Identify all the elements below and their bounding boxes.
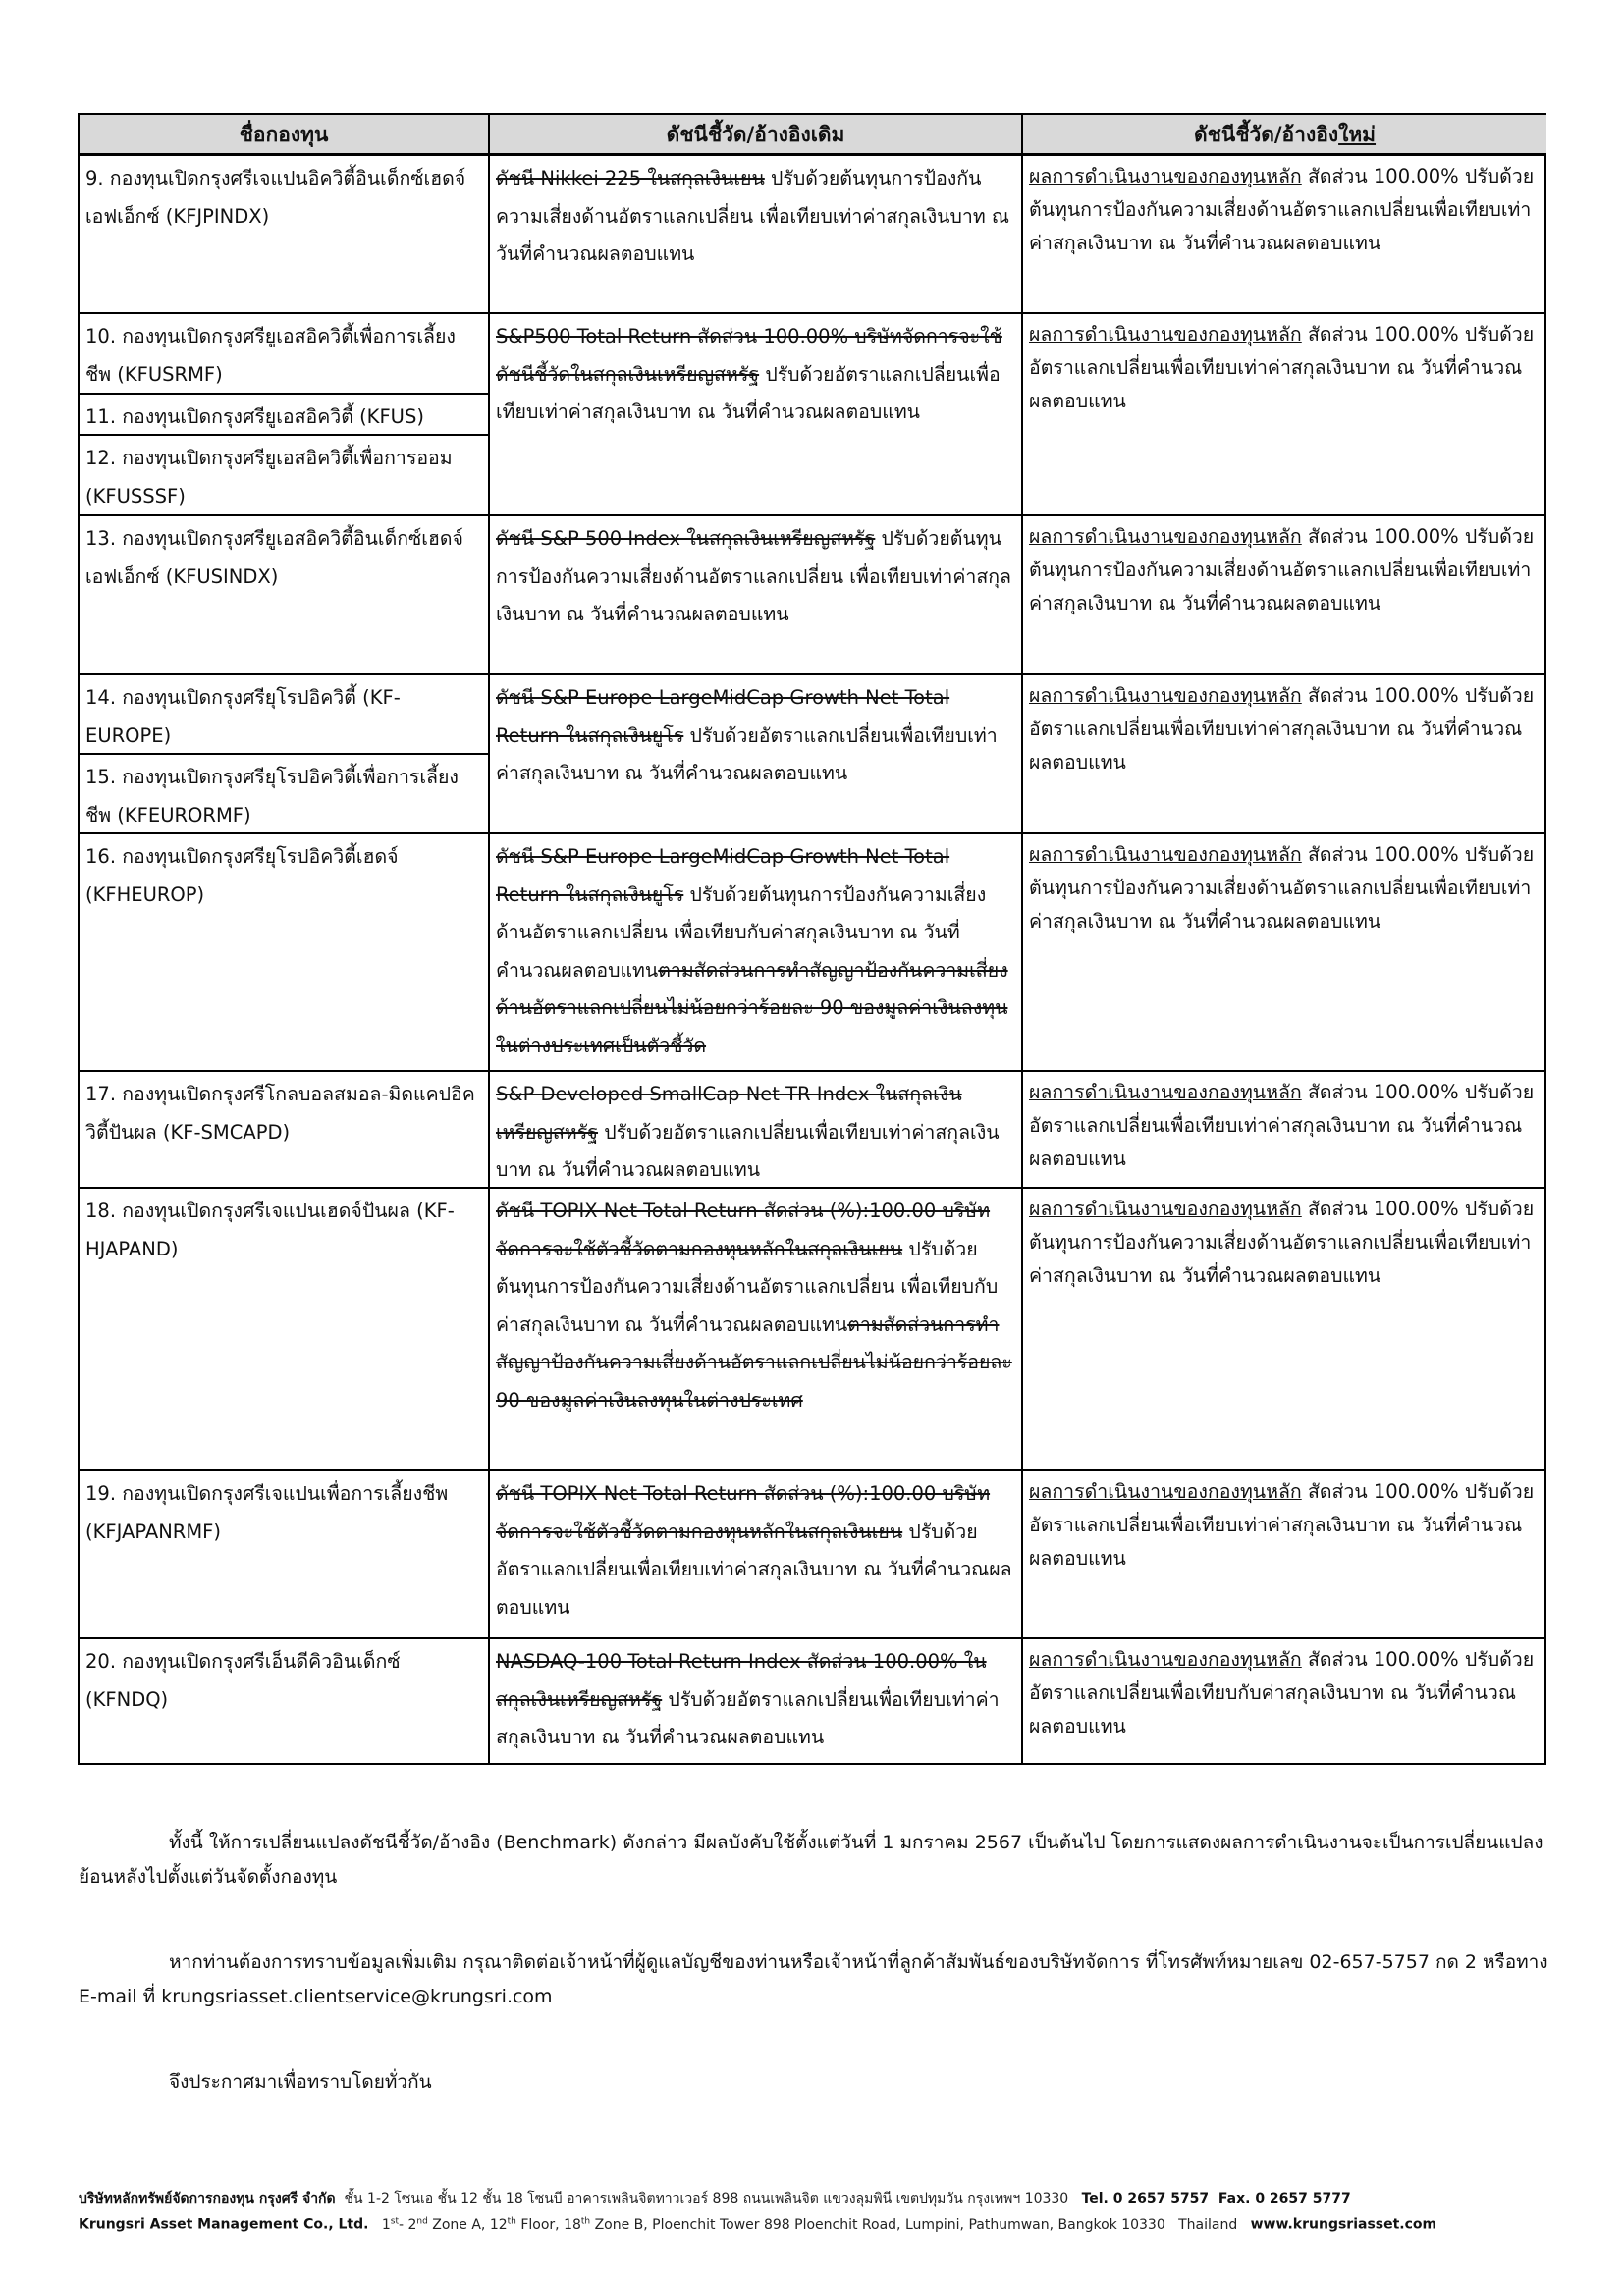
- kept-text: ปรับด้วยต้นทุนการป้องกันความเสี่ยงด้านอัตราแลกเปลี่ยน เพื่อเทียบกับค่าสกุลเงินบาท ณ วันที่คำนวณผลตอบแทน: [496, 882, 987, 982]
- fund-name: 12. กองทุนเปิดกรุงศรียูเอสอิควิตี้เพื่อการออม (KFUSSSF): [85, 447, 453, 507]
- old-benchmark-cell: [490, 516, 1023, 675]
- new-benchmark-text: สัดส่วน 100.00% ปรับด้วยอัตราแลกเปลี่ยนเพื่อเทียบเท่าค่าสกุลเงินบาท ณ วันที่คำนวณผลตอบแทน: [1029, 323, 1535, 412]
- header-fund-name-label: ชื่อกองทุน: [239, 123, 329, 146]
- footer-company-english: Krungsri Asset Management Co., Ltd.: [79, 2216, 369, 2233]
- new-benchmark-text: สัดส่วน 100.00% ปรับด้วยต้นทุนการป้องกันความเสี่ยงด้านอัตราแลกเปลี่ยนเพื่อเทียบเท่าค่าสกุลเงินบาท ณ วันที่คำนวณผลตอบแทน: [1029, 165, 1535, 254]
- kept-text: ปรับด้วยต้นทุนการป้องกันความเสี่ยงด้านอัตราแลกเปลี่ยน เพื่อเทียบกับค่าสกุลเงินบาท ณ วันที่คำนวณผลตอบแทน: [496, 1237, 999, 1336]
- new-benchmark-prefix: ผลการดำเนินงานของกองทุนหลัก: [1029, 1081, 1302, 1103]
- old-benchmark-cell: [490, 834, 1023, 1072]
- closing-paragraph: จึงประกาศมาเพื่อทราบโดยทั่วกัน: [169, 2071, 432, 2093]
- header-fund-name: [80, 115, 490, 156]
- addr-part: Floor, 18: [515, 2216, 581, 2233]
- header-new-benchmark: [1023, 115, 1546, 156]
- new-benchmark-prefix: ผลการดำเนินงานของกองทุนหลัก: [1029, 1198, 1302, 1220]
- fund-name-cell: [80, 1471, 490, 1639]
- new-benchmark-prefix: ผลการดำเนินงานของกองทุนหลัก: [1029, 1480, 1302, 1503]
- addr-part: Zone B, Ploenchit Tower 898 Ploenchit Road, Lumpini, Pathumwan, Bangkok 10330 Thailand: [590, 2216, 1238, 2233]
- footer-tel-fax: Tel. 0 2657 5757 Fax. 0 2657 5777: [1081, 2191, 1351, 2207]
- fund-name-cell: [80, 314, 490, 395]
- old-benchmark-cell: [490, 1189, 1023, 1471]
- fund-name: 18. กองทุนเปิดกรุงศรีเจแปนเฮดจ์ปันผล (KF-HJAPAND): [85, 1200, 455, 1260]
- struck-tail: ตามสัดส่วนการทำสัญญาป้องกันความเสี่ยงด้านอัตราแลกเปลี่ยนไม่น้อยกว่าร้อยละ 90 ของมูลค่าเงินลงทุนในต่างประเทศ: [496, 1312, 1012, 1412]
- new-benchmark-prefix: ผลการดำเนินงานของกองทุนหลัก: [1029, 165, 1302, 187]
- header-old-benchmark: [490, 115, 1023, 156]
- struck-text: ดัชนี S&P 500 Index ในสกุลเงินเหรียญสหรัฐ: [496, 527, 876, 550]
- fund-name-cell: [80, 1639, 490, 1765]
- fund-name: 15. กองทุนเปิดกรุงศรียุโรปอิควิตี้เพื่อการเลี้ยงชีพ (KFEURORMF): [85, 766, 459, 827]
- new-benchmark-text: สัดส่วน 100.00% ปรับด้วยต้นทุนการป้องกันความเสี่ยงด้านอัตราแลกเปลี่ยนเพื่อเทียบเท่าค่าสกุลเงินบาท ณ วันที่คำนวณผลตอบแทน: [1029, 525, 1535, 614]
- kept-text: ปรับด้วยอัตราแลกเปลี่ยนเพื่อเทียบเท่าค่าสกุลเงินบาท ณ วันที่คำนวณผลตอบแทน: [496, 1120, 1000, 1181]
- addr-part: - 2: [398, 2216, 417, 2233]
- old-benchmark-cell: [490, 1072, 1023, 1189]
- fund-name-cell: [80, 156, 490, 314]
- contact-email-link[interactable]: krungsriasset.clientservice@krungsri.com: [161, 1986, 553, 2007]
- struck-text: S&P Developed SmallCap Net TR Index ในสกุลเงินเหรียญสหรัฐ: [496, 1083, 962, 1144]
- new-benchmark-cell: [1023, 314, 1546, 516]
- struck-tail: ตามสัดส่วนการทำสัญญาป้องกันความเสี่ยงด้านอัตราแลกเปลี่ยนไม่น้อยกว่าร้อยละ 90 ของมูลค่าเงินลงทุนในต่างประเทศเป็นตัวชี้วัด: [496, 958, 1008, 1057]
- fund-name: 16. กองทุนเปิดกรุงศรียุโรปอิควิตี้เฮดจ์ (KFHEUROP): [85, 845, 399, 906]
- struck-text: ดัชนี TOPIX Net Total Return สัดส่วน (%):100.00 บริษัทจัดการจะใช้ตัวชี้วัดตามกองทุนหลักในสกุลเงินเยน: [496, 1482, 991, 1543]
- kept-text: ปรับด้วยอัตราแลกเปลี่ยนเพื่อเทียบเท่าค่าสกุลเงินบาท ณ วันที่คำนวณผลตอบแทน: [496, 723, 998, 784]
- new-benchmark-prefix: ผลการดำเนินงานของกองทุนหลัก: [1029, 843, 1302, 866]
- new-benchmark-text: สัดส่วน 100.00% ปรับด้วยอัตราแลกเปลี่ยนเพื่อเทียบกับค่าสกุลเงินบาท ณ วันที่คำนวณผลตอบแทน: [1029, 1648, 1535, 1737]
- struck-text: ดัชนี TOPIX Net Total Return สัดส่วน (%):100.00 บริษัทจัดการจะใช้ตัวชี้วัดตามกองทุนหลักในสกุลเงินเยน: [496, 1200, 991, 1260]
- kept-text: ปรับด้วยอัตราแลกเปลี่ยนเพื่อเทียบเท่าค่าสกุลเงินบาท ณ วันที่คำนวณผลตอบแทน: [496, 1520, 1012, 1619]
- new-benchmark-text: สัดส่วน 100.00% ปรับด้วยต้นทุนการป้องกันความเสี่ยงด้านอัตราแลกเปลี่ยนเพื่อเทียบเท่าค่าสกุลเงินบาท ณ วันที่คำนวณผลตอบแทน: [1029, 843, 1535, 933]
- new-benchmark-text: สัดส่วน 100.00% ปรับด้วยต้นทุนการป้องกันความเสี่ยงด้านอัตราแลกเปลี่ยนเพื่อเทียบเท่าค่าสกุลเงินบาท ณ วันที่คำนวณผลตอบแทน: [1029, 1198, 1535, 1287]
- new-benchmark-prefix: ผลการดำเนินงานของกองทุนหลัก: [1029, 525, 1302, 548]
- new-benchmark-cell: [1023, 1072, 1546, 1189]
- fund-name: 17. กองทุนเปิดกรุงศรีโกลบอลสมอล-มิดแคปอิควิตี้ปันผล (KF-SMCAPD): [85, 1083, 475, 1144]
- fund-name: 20. กองทุนเปิดกรุงศรีเอ็นดีคิวอินเด็กซ์ (KFNDQ): [85, 1650, 401, 1711]
- contact-text: หากท่านต้องการทราบข้อมูลเพิ่มเติม กรุณาติดต่อเจ้าหน้าที่ผู้ดูแลบัญชีของท่านหรือเจ้าหน้าที่ลูกค้าสัมพันธ์ของบริษัทจัดการ ที่โทรศัพท์หมายเลข 02-657-5757 กด 2 หรือทาง E-mail ที่: [79, 1951, 1548, 2007]
- struck-text: S&P500 Total Return สัดส่วน 100.00% บริษัทจัดการจะใช้ดัชนีชี้วัดในสกุลเงินเหรียญสหรัฐ: [496, 325, 1002, 386]
- new-benchmark-prefix: ผลการดำเนินงานของกองทุนหลัก: [1029, 684, 1302, 707]
- fund-name-cell: [80, 395, 490, 436]
- fund-name: 11. กองทุนเปิดกรุงศรียูเอสอิควิตี้ (KFUS): [85, 405, 424, 428]
- addr-sup: nd: [416, 2216, 428, 2226]
- new-benchmark-prefix: ผลการดำเนินงานของกองทุนหลัก: [1029, 323, 1302, 346]
- effective-date-paragraph: ทั้งนี้ ให้การเปลี่ยนแปลงดัชนีชี้วัด/อ้างอิง (Benchmark) ดังกล่าว มีผลบังคับใช้ตั้งแต่วันที่ 1 มกราคม 2567 เป็นต้นไป โดยการแสดงผลการดำเนินงานจะเป็นการเปลี่ยนแปลงย้อนหลังไปตั้งแต่วันจัดตั้งกองทุน: [79, 1832, 1543, 1888]
- struck-text: ดัชนี S&P Europe LargeMidCap Growth Net Total Return ในสกุลเงินยูโร: [496, 686, 950, 747]
- footer-english: [79, 2216, 1551, 2233]
- new-benchmark-cell: [1023, 516, 1546, 675]
- fund-name: 10. กองทุนเปิดกรุงศรียูเอสอิควิตี้เพื่อการเลี้ยงชีพ (KFUSRMF): [85, 325, 456, 386]
- footer-company-thai: บริษัทหลักทรัพย์จัดการกองทุน กรุงศรี จำกัด: [79, 2191, 336, 2207]
- fund-name: 14. กองทุนเปิดกรุงศรียุโรปอิควิตี้ (KF-EUROPE): [85, 686, 401, 747]
- fund-name: 9. กองทุนเปิดกรุงศรีเจแปนอิควิตี้อินเด็กซ์เฮดจ์เอฟเอ็กซ์ (KFJPINDX): [85, 167, 466, 228]
- footer-address-english: [382, 2217, 1237, 2233]
- kept-text: ปรับด้วยต้นทุนการป้องกันความเสี่ยงด้านอัตราแลกเปลี่ยน เพื่อเทียบเท่าค่าสกุลเงินบาท ณ วันที่คำนวณผลตอบแทน: [496, 527, 1011, 625]
- addr-sup: th: [507, 2216, 516, 2226]
- fund-name-cell: [80, 436, 490, 516]
- new-benchmark-cell: [1023, 834, 1546, 1072]
- old-benchmark-cell: [490, 1471, 1023, 1639]
- fund-name: 19. กองทุนเปิดกรุงศรีเจแปนเพื่อการเลี้ยงชีพ (KFJAPANRMF): [85, 1482, 449, 1543]
- old-benchmark-cell: [490, 675, 1023, 834]
- addr-part: Zone A, 12: [427, 2216, 508, 2233]
- addr-part: 1: [381, 2216, 391, 2233]
- kept-text: ปรับด้วยอัตราแลกเปลี่ยนเพื่อเทียบเท่าค่าสกุลเงินบาท ณ วันที่คำนวณผลตอบแทน: [496, 362, 1001, 423]
- new-benchmark-text: สัดส่วน 100.00% ปรับด้วยอัตราแลกเปลี่ยนเพื่อเทียบเท่าค่าสกุลเงินบาท ณ วันที่คำนวณผลตอบแทน: [1029, 1480, 1535, 1570]
- new-benchmark-cell: [1023, 1471, 1546, 1639]
- fund-name-cell: [80, 755, 490, 834]
- header-new-emphasis: ใหม่: [1338, 123, 1377, 146]
- benchmark-change-table: [78, 113, 1546, 1765]
- struck-text: ดัชนี Nikkei 225 ในสกุลเงินเยน: [496, 167, 765, 189]
- footer-website-link[interactable]: www.krungsriasset.com: [1250, 2216, 1437, 2233]
- new-benchmark-cell: [1023, 675, 1546, 834]
- fund-name-cell: [80, 675, 490, 755]
- fund-name-cell: [80, 516, 490, 675]
- struck-text: NASDAQ-100 Total Return Index สัดส่วน 100.00% ในสกุลเงินเหรียญสหรัฐ: [496, 1650, 987, 1711]
- new-benchmark-prefix: ผลการดำเนินงานของกองทุนหลัก: [1029, 1648, 1302, 1671]
- fund-name-cell: [80, 1072, 490, 1189]
- struck-text: ดัชนี S&P Europe LargeMidCap Growth Net Total Return ในสกุลเงินยูโร: [496, 845, 950, 906]
- footer-address-thai: ชั้น 1-2 โซนเอ ชั้น 12 ชั้น 18 โซนบี อาคารเพลินจิตทาวเวอร์ 898 ถนนเพลินจิต แขวงลุมพินี เขตปทุมวัน กรุงเทพฯ 10330: [344, 2191, 1069, 2207]
- fund-name-cell: [80, 834, 490, 1072]
- contact-paragraph: [79, 1946, 1551, 2014]
- addr-sup: th: [580, 2216, 591, 2226]
- new-benchmark-cell: [1023, 156, 1546, 314]
- fund-name-cell: [80, 1189, 490, 1471]
- header-old-benchmark-label: ดัชนีชี้วัด/อ้างอิงเดิม: [666, 123, 845, 146]
- old-benchmark-cell: [490, 314, 1023, 516]
- kept-text: ปรับด้วยต้นทุนการป้องกันความเสี่ยงด้านอัตราแลกเปลี่ยน เพื่อเทียบเท่าค่าสกุลเงินบาท ณ วันที่คำนวณผลตอบแทน: [496, 167, 1009, 265]
- new-benchmark-text: สัดส่วน 100.00% ปรับด้วยอัตราแลกเปลี่ยนเพื่อเทียบเท่าค่าสกุลเงินบาท ณ วันที่คำนวณผลตอบแทน: [1029, 1081, 1535, 1170]
- new-benchmark-cell: [1023, 1639, 1546, 1765]
- fund-name: 13. กองทุนเปิดกรุงศรียูเอสอิควิตี้อินเด็กซ์เฮดจ์เอฟเอ็กซ์ (KFUSINDX): [85, 527, 463, 588]
- header-new-benchmark-label: ดัชนีชี้วัด/อ้างอิง: [1193, 123, 1339, 146]
- old-benchmark-cell: [490, 156, 1023, 314]
- old-benchmark-cell: [490, 1639, 1023, 1765]
- footer-thai: [79, 2188, 1551, 2210]
- new-benchmark-text: สัดส่วน 100.00% ปรับด้วยอัตราแลกเปลี่ยนเพื่อเทียบเท่าค่าสกุลเงินบาท ณ วันที่คำนวณผลตอบแทน: [1029, 684, 1535, 774]
- new-benchmark-cell: [1023, 1189, 1546, 1471]
- addr-sup: st: [390, 2216, 399, 2226]
- kept-text: ปรับด้วยอัตราแลกเปลี่ยนเพื่อเทียบเท่าค่าสกุลเงินบาท ณ วันที่คำนวณผลตอบแทน: [496, 1687, 1000, 1748]
